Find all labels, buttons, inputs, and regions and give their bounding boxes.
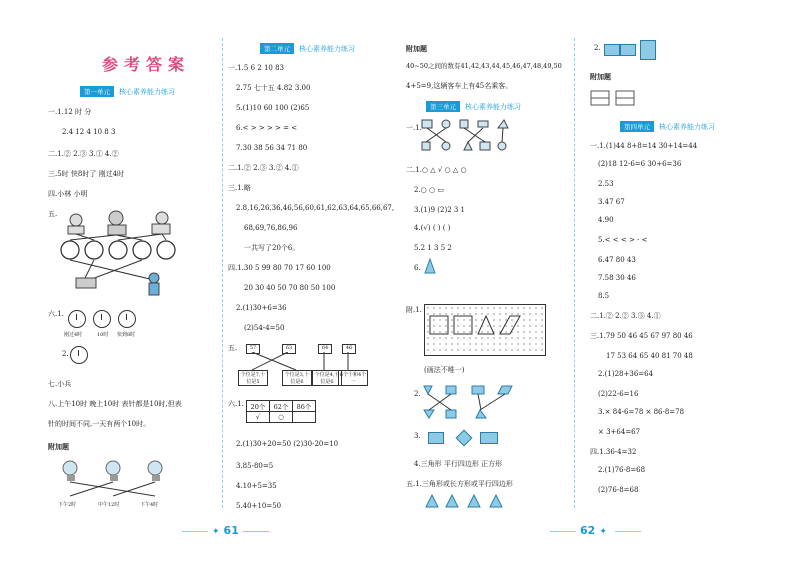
triangle-shapes — [424, 494, 520, 508]
answer-line: 一共写了20个6。 — [244, 244, 300, 252]
answer-line: 2.(1)28+36=64 — [598, 370, 654, 378]
answer-line: 2.53 — [598, 180, 614, 188]
bonus-illustration — [55, 460, 165, 500]
number-box: 64 — [318, 344, 332, 354]
answer-line: 八.上午10时 晚上10时 表针都是10时,但表 — [48, 400, 182, 408]
answer-line: 2.(1)30+20=50 (2)30-20=10 — [236, 440, 339, 448]
answer-line: 40~50之间的数有41,42,43,44,45,46,47,48,49,50 — [406, 62, 562, 70]
answer-line: 五. — [48, 210, 58, 218]
column-divider — [574, 38, 575, 508]
unit-badge: 第四单元 — [620, 121, 654, 132]
answer-line: 6.< > > > > = < — [236, 124, 298, 132]
answer-line: 6.47 80 43 — [598, 256, 636, 264]
answer-line: 7.58 30 46 — [598, 274, 636, 282]
rectangle-shape — [604, 44, 620, 56]
answer-line: 4.三角形 平行四边形 正方形 — [414, 460, 503, 468]
answer-line: 二.1.○ △ √ ○ △ ○ — [406, 166, 467, 174]
person-figure-3 — [152, 212, 170, 234]
unit-heading-4 — [620, 121, 715, 132]
answer-line: 20 30 40 50 70 80 50 100 — [244, 284, 336, 292]
section-heading: 附加题 — [406, 44, 427, 53]
page-number-right — [546, 524, 645, 537]
answer-line: 附.1. — [406, 306, 422, 314]
table-cell: 62个 — [270, 401, 293, 412]
answer-line: 4.10+5=35 — [236, 482, 277, 490]
unit-badge: 第三单元 — [426, 101, 460, 112]
rectangle-shape — [620, 44, 636, 56]
answer-line: 2.75 七十五 4.82 3.00 — [236, 84, 311, 92]
column-divider — [222, 38, 223, 508]
matching-lines — [240, 352, 360, 372]
star-icon: ✦ — [599, 527, 607, 537]
answer-line: 二.1.② 2.② 3.③ 4.① — [590, 312, 661, 320]
answer-line: 5.< < < > - < — [598, 236, 648, 244]
description-box: 个位是3,十位是6 — [282, 370, 312, 386]
clock-matching-illustration — [54, 208, 184, 298]
person-figure-2 — [108, 211, 126, 235]
page-title: 参考答案 — [102, 55, 191, 74]
answer-line: 2.(1)30+6=36 — [236, 304, 287, 312]
table-cell: 86个 — [293, 401, 316, 412]
answer-line: 四.1.30 5 99 80 70 17 60 100 — [228, 264, 331, 272]
answer-line: 六.1. — [228, 400, 244, 408]
unit-text: 核心素养能力练习 — [119, 87, 175, 96]
answer-line: 6. — [414, 264, 421, 272]
puzzle-figure — [590, 90, 640, 106]
unit-heading-1 — [80, 86, 175, 97]
answer-line: 四.1.36-4=32 — [590, 448, 637, 456]
answer-line: 2.8,16,26,36,46,56,60,61,62,63,64,65,66,67, — [236, 204, 395, 212]
answer-line: 一.1.(1)44 8+8=14 30+14=44 — [590, 142, 698, 150]
answer-line: 一.1.5 6 2 10 83 — [228, 64, 284, 72]
star-icon: ✦ — [212, 527, 220, 537]
diamond-shape — [456, 430, 473, 447]
clock-icon — [118, 310, 136, 328]
page-number-left — [178, 524, 273, 537]
page-number-text: 62 — [580, 524, 596, 537]
square-shape — [428, 432, 444, 444]
unit-badge: 第二单元 — [260, 43, 294, 54]
rectangle-shape — [640, 40, 656, 60]
clock-caption: 快到8时 — [117, 332, 136, 338]
answer-line: 针的时间不同,一天有两个10时。 — [48, 420, 151, 428]
clock-row — [61, 241, 175, 259]
answer-line: 二.1.② 2.③ 3.② 4.① — [228, 164, 299, 172]
answer-line: 3. — [414, 432, 421, 440]
answer-line: 3.× 84-6=78 × 86-8=78 — [598, 408, 685, 416]
answer-line: 4.(√) ( ) ( ) — [414, 224, 451, 232]
answer-line: 2. — [594, 44, 601, 52]
answer-line: (2)22-6=16 — [598, 390, 639, 398]
bonus-label: 下午2时 — [58, 502, 77, 508]
answer-line: × 3+64=67 — [598, 428, 641, 436]
description-box: 个位是7,十位是5 — [238, 370, 268, 386]
answer-line: 五.1.三角形或长方形或平行四边形 — [406, 480, 513, 488]
answer-line: 六.1. — [48, 310, 64, 318]
bonus-label: 中午12时 — [98, 502, 120, 508]
clock-caption: 10时 — [97, 332, 109, 338]
answer-line: 三.1.略 — [228, 184, 251, 192]
answer-line: 七.小兵 — [48, 380, 72, 388]
number-box: 46 — [342, 344, 356, 354]
answer-line: 5.(1)10 60 100 (2)65 — [236, 104, 310, 112]
answer-line: 68,69,76,86,96 — [244, 224, 298, 232]
answer-line: 3.47 67 — [598, 198, 625, 206]
unit-text: 核心素养能力练习 — [465, 102, 521, 111]
table-cell: ○ — [270, 412, 293, 423]
answer-line: 3.85-80=5 — [236, 462, 274, 470]
answer-line: 4+5=9,这辆客车上有45名乘客。 — [406, 82, 513, 90]
answer-line: 五. — [228, 344, 238, 352]
answer-line: 2.○ ○ ▭ — [414, 186, 444, 194]
answer-line: 17 53 64 65 40 81 70 48 — [606, 352, 693, 360]
answer-line: 7.30 38 56 34 71 80 — [236, 144, 308, 152]
answer-line: 2. — [62, 350, 69, 358]
section-heading: 附加题 — [590, 72, 611, 81]
person-figure-1 — [68, 214, 84, 234]
answer-line: 2.4 12 4 10 8 3 — [62, 128, 116, 136]
shape-matching — [420, 384, 520, 420]
note-text: (画法不唯一) — [424, 366, 465, 374]
answer-line: 5.2 1 3 5 2 — [414, 244, 452, 252]
table-cell: √ — [247, 412, 270, 423]
arrow-shape — [480, 432, 498, 444]
unit-text: 核心素养能力练习 — [299, 44, 355, 53]
solid-shapes-matching — [420, 118, 510, 152]
answer-line: 3.(1)9 (2)2 3 1 — [414, 206, 465, 214]
number-box: 57 — [246, 344, 260, 354]
answer-line: 5.40+10=50 — [236, 502, 282, 510]
unit-heading-3 — [426, 101, 521, 112]
answer-line: 一.1. — [406, 124, 422, 132]
person-figure-4 — [149, 273, 159, 295]
page-number-text: 61 — [223, 524, 239, 537]
table-cell — [293, 412, 316, 423]
section-heading: 附加题 — [48, 442, 69, 451]
number-box: 63 — [282, 344, 296, 354]
answer-line: (2)54-4=50 — [244, 324, 285, 332]
clock-icon — [68, 310, 86, 328]
answer-line: 4.90 — [598, 216, 614, 224]
answer-line: 8.5 — [598, 292, 610, 300]
answer-line: 四.小林 小明 — [48, 190, 88, 198]
unit-badge: 第一单元 — [80, 86, 114, 97]
answer-line: (2)76-8=68 — [598, 486, 639, 494]
clock-icon — [70, 346, 88, 364]
answer-line: 2. — [414, 390, 421, 398]
table-cell: 20个 — [247, 401, 270, 412]
cone-icon — [424, 258, 436, 274]
answer-line: (2)18 12-6=6 30+6=36 — [598, 160, 682, 168]
answer-line: 一.1.12 时 分 — [48, 108, 92, 116]
answer-table — [246, 400, 316, 423]
answer-line: 三.5时 快8时了 刚过4时 — [48, 170, 125, 178]
bed-figure — [76, 278, 96, 288]
clock-caption: 刚过4时 — [64, 332, 83, 338]
description-box: 个位是4,十位是6 — [312, 370, 342, 386]
clock-icon — [93, 310, 111, 328]
bonus-label: 下午4时 — [140, 502, 159, 508]
answer-line: 二.1.② 2.③ 3.① 4.② — [48, 150, 119, 158]
unit-text: 核心素养能力练习 — [659, 122, 715, 131]
answer-line: 三.1.79 50 46 45 67 97 80 46 — [590, 332, 693, 340]
description-box: 6个十和4个一 — [339, 372, 367, 385]
answer-line: 2.(1)76-8=68 — [598, 466, 646, 474]
grid-drawing — [424, 304, 544, 354]
unit-heading-2 — [260, 43, 355, 54]
